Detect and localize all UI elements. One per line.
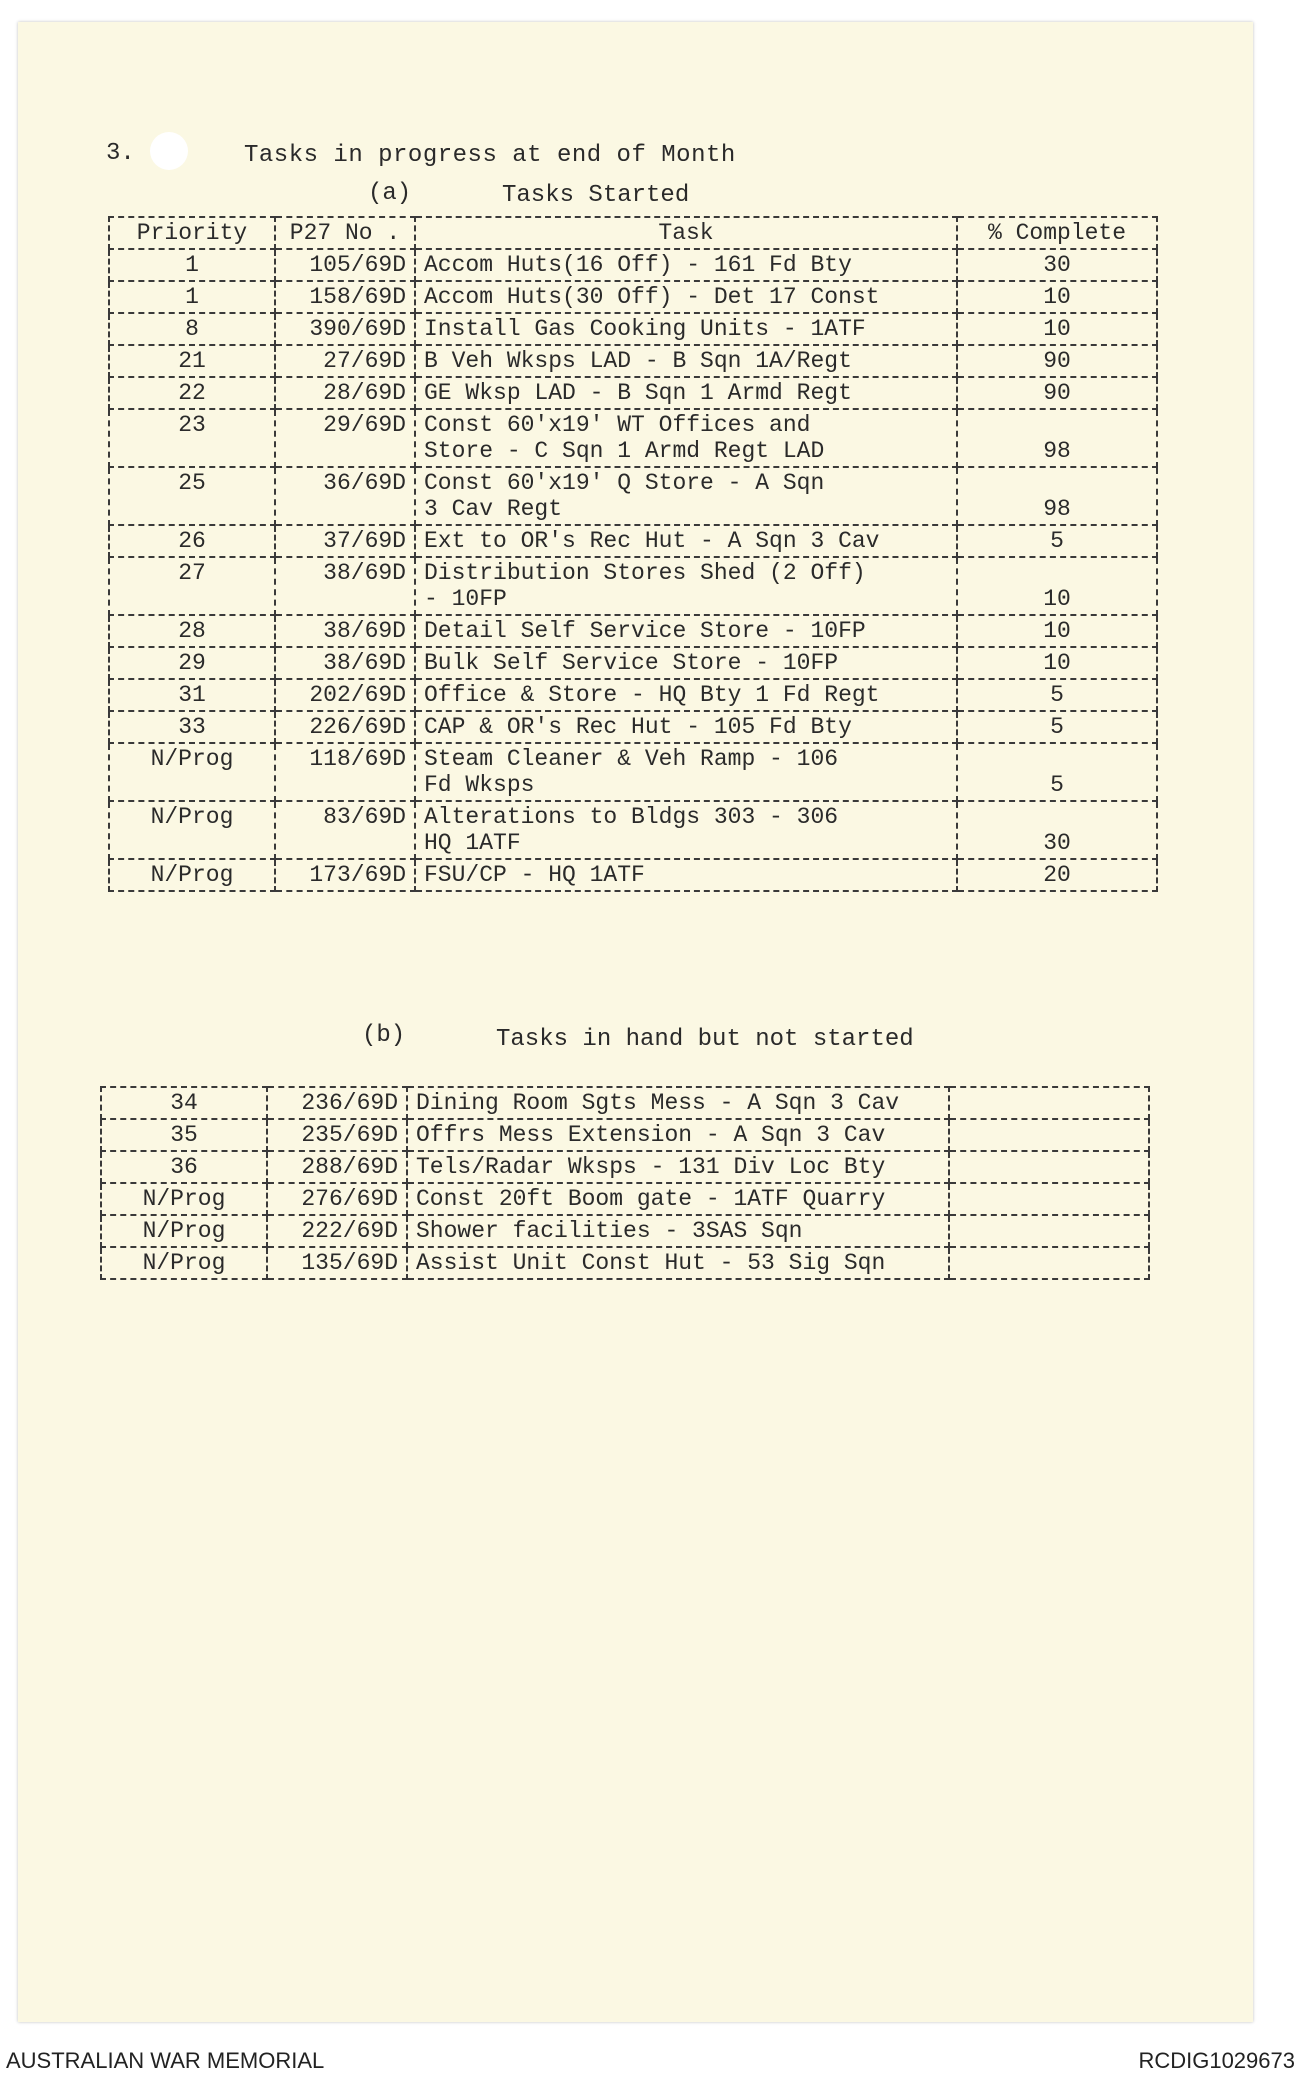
cell-priority: N/Prog bbox=[109, 801, 275, 859]
table-row bbox=[109, 281, 1157, 313]
cell-p27-number: 390/69D bbox=[275, 313, 415, 345]
table-row bbox=[109, 801, 1157, 859]
cell-priority: 31 bbox=[109, 679, 275, 711]
cell-percent-complete: 5 bbox=[957, 711, 1157, 743]
cell-p27-number: 222/69D bbox=[267, 1215, 407, 1247]
subsection-b-letter: (b) bbox=[362, 1022, 406, 1049]
cell-task: B Veh Wksps LAD - B Sqn 1A/Regt bbox=[415, 345, 957, 377]
cell-priority: N/Prog bbox=[109, 859, 275, 891]
subsection-b-title: Tasks in hand but not started bbox=[496, 1026, 914, 1053]
cell-percent-complete: 30 bbox=[957, 249, 1157, 281]
cell-p27-number: 135/69D bbox=[267, 1247, 407, 1279]
cell-task: Steam Cleaner & Veh Ramp - 106 Fd Wksps bbox=[415, 743, 957, 801]
cell-p27-number: 38/69D bbox=[275, 557, 415, 615]
table-row bbox=[109, 313, 1157, 345]
cell-priority: 23 bbox=[109, 409, 275, 467]
column-header-task: Task bbox=[415, 217, 957, 249]
table-row bbox=[109, 409, 1157, 467]
cell-task: Accom Huts(30 Off) - Det 17 Const bbox=[415, 281, 957, 313]
cell-task: FSU/CP - HQ 1ATF bbox=[415, 859, 957, 891]
cell-p27-number: 202/69D bbox=[275, 679, 415, 711]
table-row bbox=[109, 557, 1157, 615]
cell-percent-complete: 90 bbox=[957, 345, 1157, 377]
cell-percent-complete: 10 bbox=[957, 281, 1157, 313]
cell-p27-number: 28/69D bbox=[275, 377, 415, 409]
table-row bbox=[109, 743, 1157, 801]
cell-percent-complete: 10 bbox=[957, 615, 1157, 647]
cell-p27-number: 38/69D bbox=[275, 647, 415, 679]
cell-percent-complete: 20 bbox=[957, 859, 1157, 891]
cell-percent-complete: 10 bbox=[957, 313, 1157, 345]
table-row bbox=[109, 859, 1157, 891]
table-row bbox=[101, 1247, 1149, 1279]
cell-task: Distribution Stores Shed (2 Off) - 10FP bbox=[415, 557, 957, 615]
cell-task: Alterations to Bldgs 303 - 306 HQ 1ATF bbox=[415, 801, 957, 859]
table-row bbox=[101, 1151, 1149, 1183]
cell-percent-complete: 10 bbox=[957, 647, 1157, 679]
cell-task: Install Gas Cooking Units - 1ATF bbox=[415, 313, 957, 345]
cell-task: Const 60'x19' WT Offices and Store - C Sqn 1 Armd Regt LAD bbox=[415, 409, 957, 467]
cell-percent-complete: 30 bbox=[957, 801, 1157, 859]
cell-task: GE Wksp LAD - B Sqn 1 Armd Regt bbox=[415, 377, 957, 409]
cell-priority: N/Prog bbox=[101, 1215, 267, 1247]
cell-percent-complete bbox=[949, 1151, 1149, 1183]
cell-priority: 8 bbox=[109, 313, 275, 345]
cell-percent-complete: 5 bbox=[957, 743, 1157, 801]
table-row bbox=[109, 377, 1157, 409]
table-row bbox=[101, 1119, 1149, 1151]
cell-p27-number: 236/69D bbox=[267, 1087, 407, 1119]
cell-p27-number: 158/69D bbox=[275, 281, 415, 313]
table-row bbox=[101, 1183, 1149, 1215]
cell-task: Offrs Mess Extension - A Sqn 3 Cav bbox=[407, 1119, 949, 1151]
cell-task: Tels/Radar Wksps - 131 Div Loc Bty bbox=[407, 1151, 949, 1183]
cell-p27-number: 118/69D bbox=[275, 743, 415, 801]
column-header-priority: Priority bbox=[109, 217, 275, 249]
cell-priority: 27 bbox=[109, 557, 275, 615]
paragraph-number: 3. bbox=[106, 140, 135, 167]
column-header-complete: % Complete bbox=[957, 217, 1157, 249]
tasks-started-table bbox=[108, 216, 1158, 892]
cell-priority: 1 bbox=[109, 281, 275, 313]
cell-percent-complete: 90 bbox=[957, 377, 1157, 409]
cell-priority: 1 bbox=[109, 249, 275, 281]
column-header-p27: P27 No . bbox=[275, 217, 415, 249]
cell-p27-number: 37/69D bbox=[275, 525, 415, 557]
cell-p27-number: 38/69D bbox=[275, 615, 415, 647]
table-header-row bbox=[109, 217, 1157, 249]
cell-percent-complete bbox=[949, 1247, 1149, 1279]
cell-percent-complete: 5 bbox=[957, 679, 1157, 711]
cell-p27-number: 27/69D bbox=[275, 345, 415, 377]
cell-percent-complete bbox=[949, 1087, 1149, 1119]
cell-priority: 34 bbox=[101, 1087, 267, 1119]
cell-percent-complete bbox=[949, 1119, 1149, 1151]
cell-p27-number: 173/69D bbox=[275, 859, 415, 891]
table-row bbox=[109, 467, 1157, 525]
table-row bbox=[101, 1215, 1149, 1247]
cell-percent-complete: 5 bbox=[957, 525, 1157, 557]
section-heading: Tasks in progress at end of Month bbox=[244, 142, 736, 169]
cell-priority: N/Prog bbox=[101, 1183, 267, 1215]
table-row bbox=[109, 525, 1157, 557]
footer-institution: AUSTRALIAN WAR MEMORIAL bbox=[6, 2048, 325, 2073]
cell-percent-complete: 10 bbox=[957, 557, 1157, 615]
subsection-a-title: Tasks Started bbox=[502, 182, 690, 209]
cell-priority: 33 bbox=[109, 711, 275, 743]
cell-percent-complete: 98 bbox=[957, 467, 1157, 525]
cell-priority: 21 bbox=[109, 345, 275, 377]
cell-task: Assist Unit Const Hut - 53 Sig Sqn bbox=[407, 1247, 949, 1279]
cell-p27-number: 105/69D bbox=[275, 249, 415, 281]
cell-priority: 29 bbox=[109, 647, 275, 679]
cell-p27-number: 83/69D bbox=[275, 801, 415, 859]
cell-percent-complete: 98 bbox=[957, 409, 1157, 467]
cell-task: Const 60'x19' Q Store - A Sqn 3 Cav Regt bbox=[415, 467, 957, 525]
cell-task: Office & Store - HQ Bty 1 Fd Regt bbox=[415, 679, 957, 711]
cell-task: Accom Huts(16 Off) - 161 Fd Bty bbox=[415, 249, 957, 281]
subsection-a-letter: (a) bbox=[368, 180, 412, 207]
cell-priority: 26 bbox=[109, 525, 275, 557]
cell-priority: 36 bbox=[101, 1151, 267, 1183]
tasks-not-started-table bbox=[100, 1086, 1150, 1280]
table-row bbox=[109, 345, 1157, 377]
footer-record-id: RCDIG1029673 bbox=[1138, 2048, 1295, 2073]
cell-percent-complete bbox=[949, 1183, 1149, 1215]
table-row bbox=[109, 249, 1157, 281]
cell-task: Detail Self Service Store - 10FP bbox=[415, 615, 957, 647]
cell-priority: 35 bbox=[101, 1119, 267, 1151]
cell-p27-number: 36/69D bbox=[275, 467, 415, 525]
cell-p27-number: 235/69D bbox=[267, 1119, 407, 1151]
cell-p27-number: 29/69D bbox=[275, 409, 415, 467]
cell-task: Shower facilities - 3SAS Sqn bbox=[407, 1215, 949, 1247]
cell-p27-number: 276/69D bbox=[267, 1183, 407, 1215]
table-row bbox=[109, 711, 1157, 743]
cell-priority: 22 bbox=[109, 377, 275, 409]
table-row bbox=[109, 679, 1157, 711]
cell-task: Bulk Self Service Store - 10FP bbox=[415, 647, 957, 679]
cell-percent-complete bbox=[949, 1215, 1149, 1247]
cell-task: Ext to OR's Rec Hut - A Sqn 3 Cav bbox=[415, 525, 957, 557]
table-row bbox=[109, 615, 1157, 647]
cell-task: Dining Room Sgts Mess - A Sqn 3 Cav bbox=[407, 1087, 949, 1119]
cell-priority: 25 bbox=[109, 467, 275, 525]
cell-p27-number: 226/69D bbox=[275, 711, 415, 743]
cell-task: CAP & OR's Rec Hut - 105 Fd Bty bbox=[415, 711, 957, 743]
cell-priority: N/Prog bbox=[101, 1247, 267, 1279]
table-row bbox=[101, 1087, 1149, 1119]
cell-task: Const 20ft Boom gate - 1ATF Quarry bbox=[407, 1183, 949, 1215]
punch-hole bbox=[150, 132, 188, 170]
cell-p27-number: 288/69D bbox=[267, 1151, 407, 1183]
cell-priority: N/Prog bbox=[109, 743, 275, 801]
cell-priority: 28 bbox=[109, 615, 275, 647]
table-row bbox=[109, 647, 1157, 679]
